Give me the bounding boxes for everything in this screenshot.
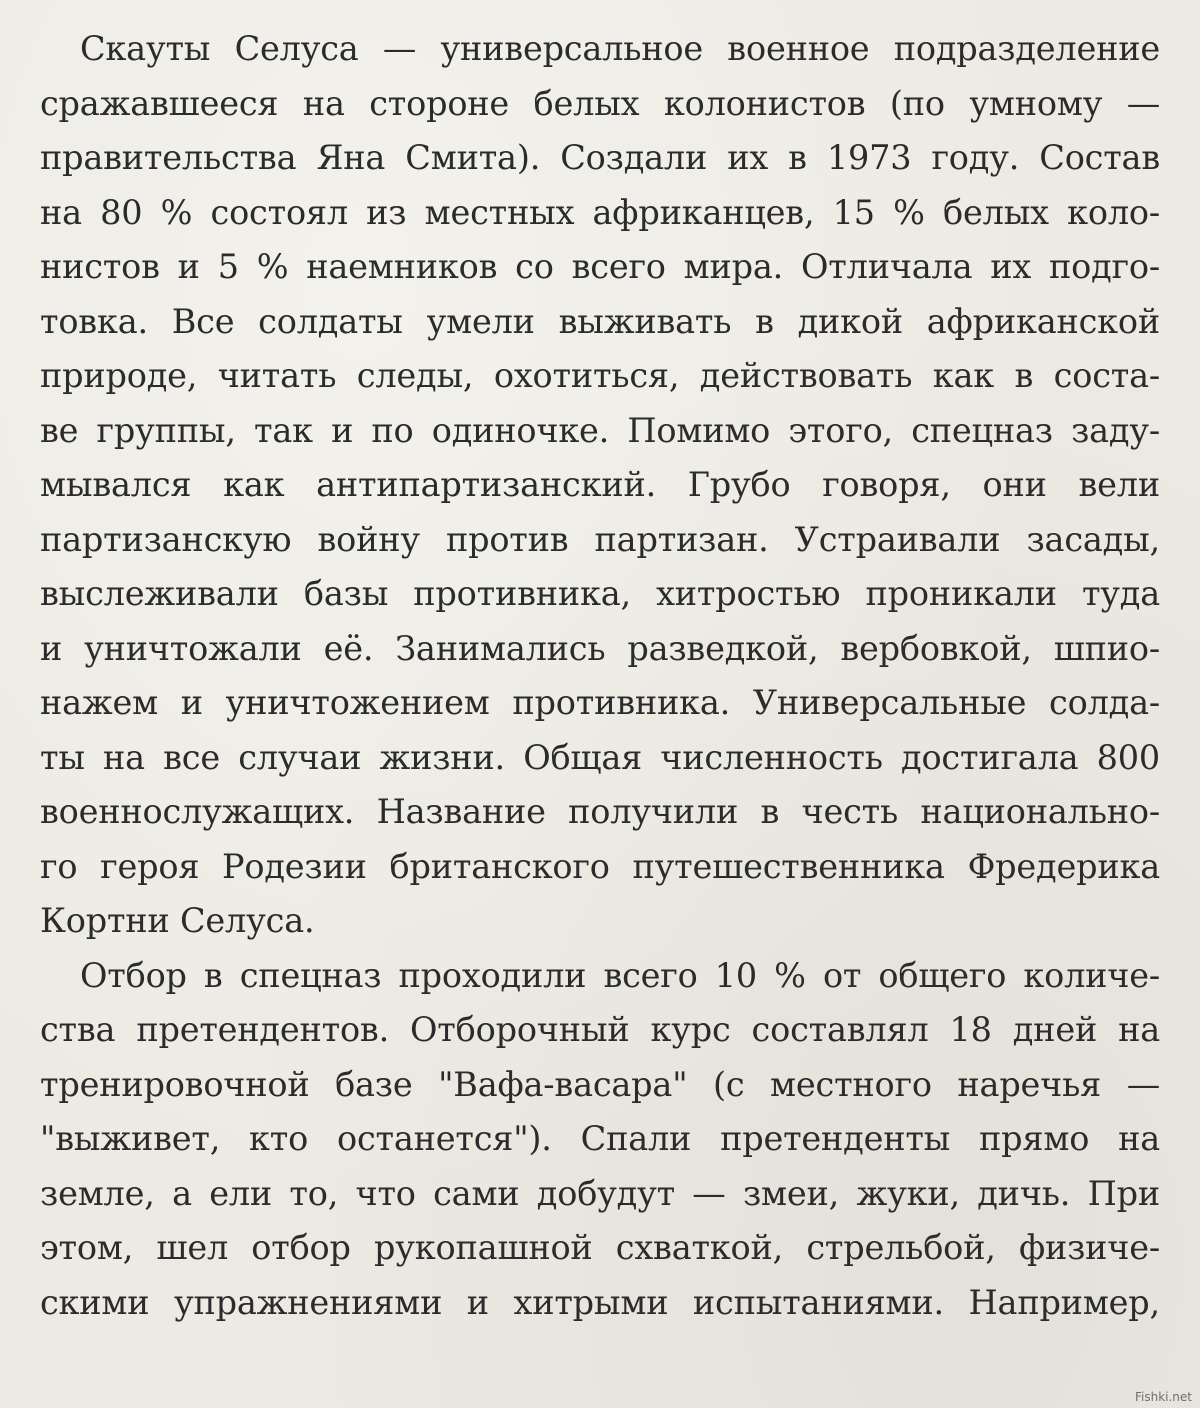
- text-line: "выживет, кто останется"). Спали претенденты прямо на: [40, 1119, 1160, 1158]
- text-line: выслеживали базы противника, хитростью проникали туда: [40, 574, 1160, 613]
- text-line: тренировочной базе "Вафа-васара" (с местного наречья —: [40, 1064, 1160, 1104]
- text-line: и уничтожали её. Занимались разведкой, вербовкой, шпио-: [40, 628, 1160, 668]
- paragraph-1: [40, 22, 1160, 949]
- text-line: земле, а ели то, что сами добудут — змеи, жуки, дичь. При: [40, 1173, 1160, 1213]
- text-line: Скауты Селуса — универсальное военное подразделение: [80, 29, 1160, 68]
- text-line: го героя Родезии британского путешественника Фредерика: [40, 846, 1160, 886]
- text-line: ты на все случаи жизни. Общая численность достигала 800: [40, 737, 1160, 777]
- text-line: этом, шел отбор рукопашной схваткой, стрельбой, физиче-: [40, 1228, 1160, 1267]
- text-line: правительства Яна Смита). Создали их в 1973 году. Состав: [40, 138, 1160, 177]
- text-line: на 80 % состоял из местных африканцев, 15 % белых коло-: [40, 192, 1160, 232]
- text-line: ве группы, так и по одиночке. Помимо этого, спецназ заду-: [40, 410, 1160, 450]
- text-line: нистов и 5 % наемников со всего мира. Отличала их подго-: [40, 247, 1160, 286]
- text-line: мывался как антипартизанский. Грубо говоря, они вели: [40, 465, 1160, 504]
- text-line: Кортни Селуса.: [40, 901, 315, 940]
- text-line: ства претендентов. Отборочный курс составлял 18 дней на: [40, 1010, 1160, 1049]
- text-line: товка. Все солдаты умели выживать в дикой африканской: [40, 301, 1160, 341]
- text-line: партизанскую войну против партизан. Устраивали засады,: [40, 519, 1160, 559]
- paragraph-2: [40, 949, 1160, 1331]
- text-line: сражавшееся на стороне белых колонистов (по умному —: [40, 83, 1160, 123]
- text-block: [40, 22, 1160, 1330]
- text-line: нажем и уничтожением противника. Универсальные солда-: [40, 683, 1160, 722]
- watermark: Fishki.net: [1134, 1390, 1192, 1404]
- text-line: скими упражнениями и хитрыми испытаниями. Например,: [40, 1282, 1160, 1322]
- text-line: природе, читать следы, охотиться, действовать как в соста-: [40, 356, 1160, 395]
- text-line: военнослужащих. Название получили в честь национально-: [40, 792, 1160, 831]
- text-line: Отбор в спецназ проходили всего 10 % от общего количе-: [80, 955, 1160, 995]
